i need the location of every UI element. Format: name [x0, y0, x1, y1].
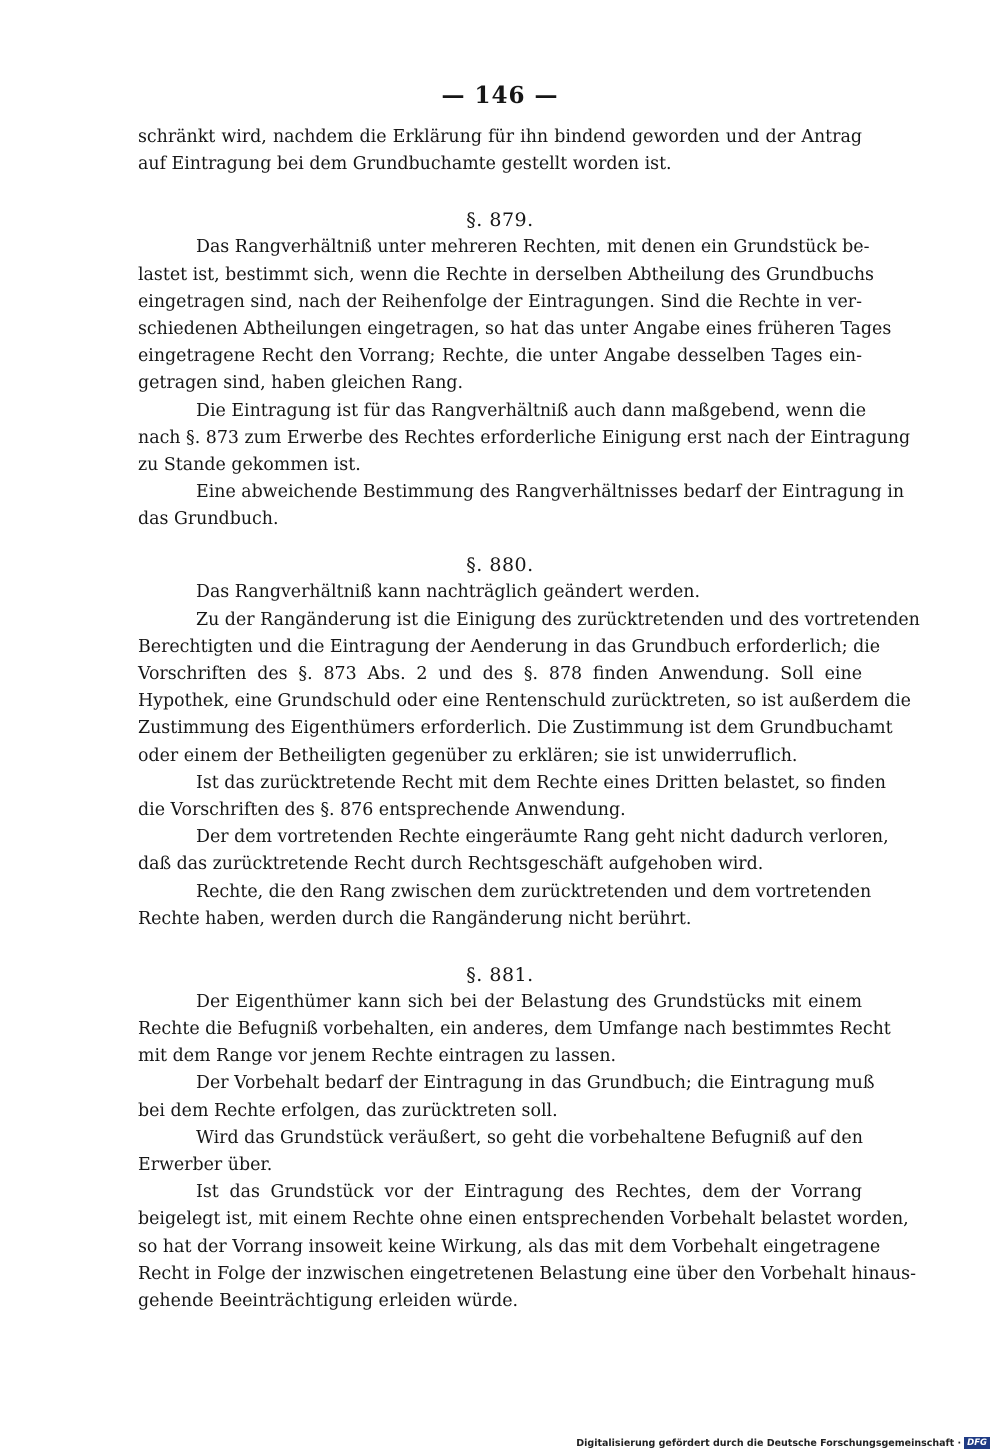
- text-line: Zu der Rangänderung ist die Einigung des zurücktretenden und des vortretenden: [196, 609, 920, 630]
- text-line: schränkt wird, nachdem die Erklärung für ihn bindend geworden und der Antrag: [138, 127, 862, 147]
- paragraph: [138, 770, 886, 824]
- text-line: beigelegt ist, mit einem Rechte ohne einen entsprechenden Vorbehalt belastet worden,: [138, 1209, 909, 1230]
- paragraph: [138, 1070, 875, 1124]
- text-line: Wird das Grundstück veräußert, so geht die vorbehaltene Befugniß auf den: [196, 1127, 863, 1148]
- paragraph: [138, 824, 889, 878]
- text-line: zu Stande gekommen ist.: [138, 454, 361, 475]
- text-line: eingetragen sind, nach der Reihenfolge der Eintragungen. Sind die Rechte in ver-: [138, 291, 862, 312]
- text-line: Rechte haben, werden durch die Rangänderung nicht berührt.: [138, 908, 692, 929]
- text-line: gehende Beeinträchtigung erleiden würde.: [138, 1290, 519, 1311]
- section-heading-881: §. 881.: [466, 963, 534, 986]
- page-number: — 146 —: [441, 82, 559, 109]
- text-line: auf Eintragung bei dem Grundbuchamte gestellt worden ist.: [138, 154, 672, 175]
- paragraph: [138, 234, 892, 397]
- dfg-logo: DFG: [964, 1437, 990, 1449]
- text-line: eingetragene Recht den Vorrang; Rechte, die unter Angabe desselben Tages ein-: [138, 346, 862, 367]
- text-line: Der dem vortretenden Rechte eingeräumte Rang geht nicht dadurch verloren,: [196, 827, 889, 848]
- text-line: Der Eigenthümer kann sich bei der Belastung des Grundstücks mit einem: [196, 991, 862, 1012]
- text-line: Die Eintragung ist für das Rangverhältniß auch dann maßgebend, wenn die: [196, 400, 866, 421]
- text-line: Zustimmung des Eigenthümers erforderlich. Die Zustimmung ist dem Grundbuchamt: [138, 718, 893, 739]
- text-line: schiedenen Abtheilungen eingetragen, so hat das unter Angabe eines früheren Tages: [138, 318, 892, 339]
- text-line: getragen sind, haben gleichen Rang.: [138, 373, 464, 394]
- text-line: Ist das zurücktretende Recht mit dem Rechte eines Dritten belastet, so finden: [196, 772, 886, 793]
- section-heading-880: §. 880.: [466, 554, 534, 577]
- paragraph: [138, 1179, 916, 1315]
- paragraph: [138, 124, 862, 178]
- text-line: mit dem Range vor jenem Rechte eintragen zu lassen.: [138, 1046, 617, 1067]
- text-line: Ist das Grundstück vor der Eintragung des Rechtes, dem der Vorrang: [196, 1182, 862, 1203]
- paragraph: [138, 1125, 862, 1179]
- text-line: lastet ist, bestimmt sich, wenn die Rechte in derselben Abtheilung des Grundbuchs: [138, 264, 874, 285]
- text-line: Rechte, die den Rang zwischen dem zurücktretenden und dem vortretenden: [196, 881, 872, 902]
- text-line: Vorschriften des §. 873 Abs. 2 und des §. 878 finden Anwendung. Soll eine: [138, 664, 862, 684]
- digitization-footer: [576, 1436, 990, 1450]
- paragraph: [138, 398, 911, 480]
- text-line: Rechte die Befugniß vorbehalten, ein anderes, dem Umfange nach bestimmtes Recht: [138, 1019, 891, 1040]
- body-text: [138, 124, 920, 1315]
- text-line: so hat der Vorrang insoweit keine Wirkung, als das mit dem Vorbehalt eingetragene: [138, 1236, 881, 1257]
- paragraph: [138, 579, 862, 606]
- text-line: oder einem der Betheiligten gegenüber zu erklären; sie ist unwiderruflich.: [138, 745, 798, 766]
- text-line: Das Rangverhältniß kann nachträglich geändert werden.: [196, 582, 701, 603]
- paragraph: [138, 479, 905, 533]
- text-line: Der Vorbehalt bedarf der Eintragung in das Grundbuch; die Eintragung muß: [196, 1073, 875, 1094]
- paragraph: [138, 879, 872, 933]
- text-line: die Vorschriften des §. 876 entsprechende Anwendung.: [138, 799, 626, 820]
- section-heading-879: §. 879.: [466, 209, 534, 232]
- text-line: nach §. 873 zum Erwerbe des Rechtes erforderliche Einigung erst nach der Eintragung: [138, 427, 911, 448]
- text-line: Recht in Folge der inzwischen eingetretenen Belastung eine über den Vorbehalt hinaus-: [138, 1263, 916, 1284]
- text-line: das Grundbuch.: [138, 509, 279, 530]
- text-line: Das Rangverhältniß unter mehreren Rechten, mit denen ein Grundstück be-: [196, 237, 870, 258]
- text-line: daß das zurücktretende Recht durch Rechtsgeschäft aufgehoben wird.: [138, 854, 764, 875]
- text-line: bei dem Rechte erfolgen, das zurücktreten soll.: [138, 1100, 558, 1121]
- text-line: Eine abweichende Bestimmung des Rangverhältnisses bedarf der Eintragung in: [196, 482, 905, 503]
- footer-credit: Digitalisierung gefördert durch die Deutsche Forschungsgemeinschaft ·: [576, 1437, 962, 1449]
- text-line: Erwerber über.: [138, 1155, 273, 1175]
- text-line: Hypothek, eine Grundschuld oder eine Rentenschuld zurücktreten, so ist außerdem die: [138, 691, 911, 712]
- paragraph: [138, 607, 920, 770]
- text-line: Berechtigten und die Eintragung der Aenderung in das Grundbuch erforderlich; die: [138, 636, 881, 657]
- paragraph: [138, 989, 891, 1071]
